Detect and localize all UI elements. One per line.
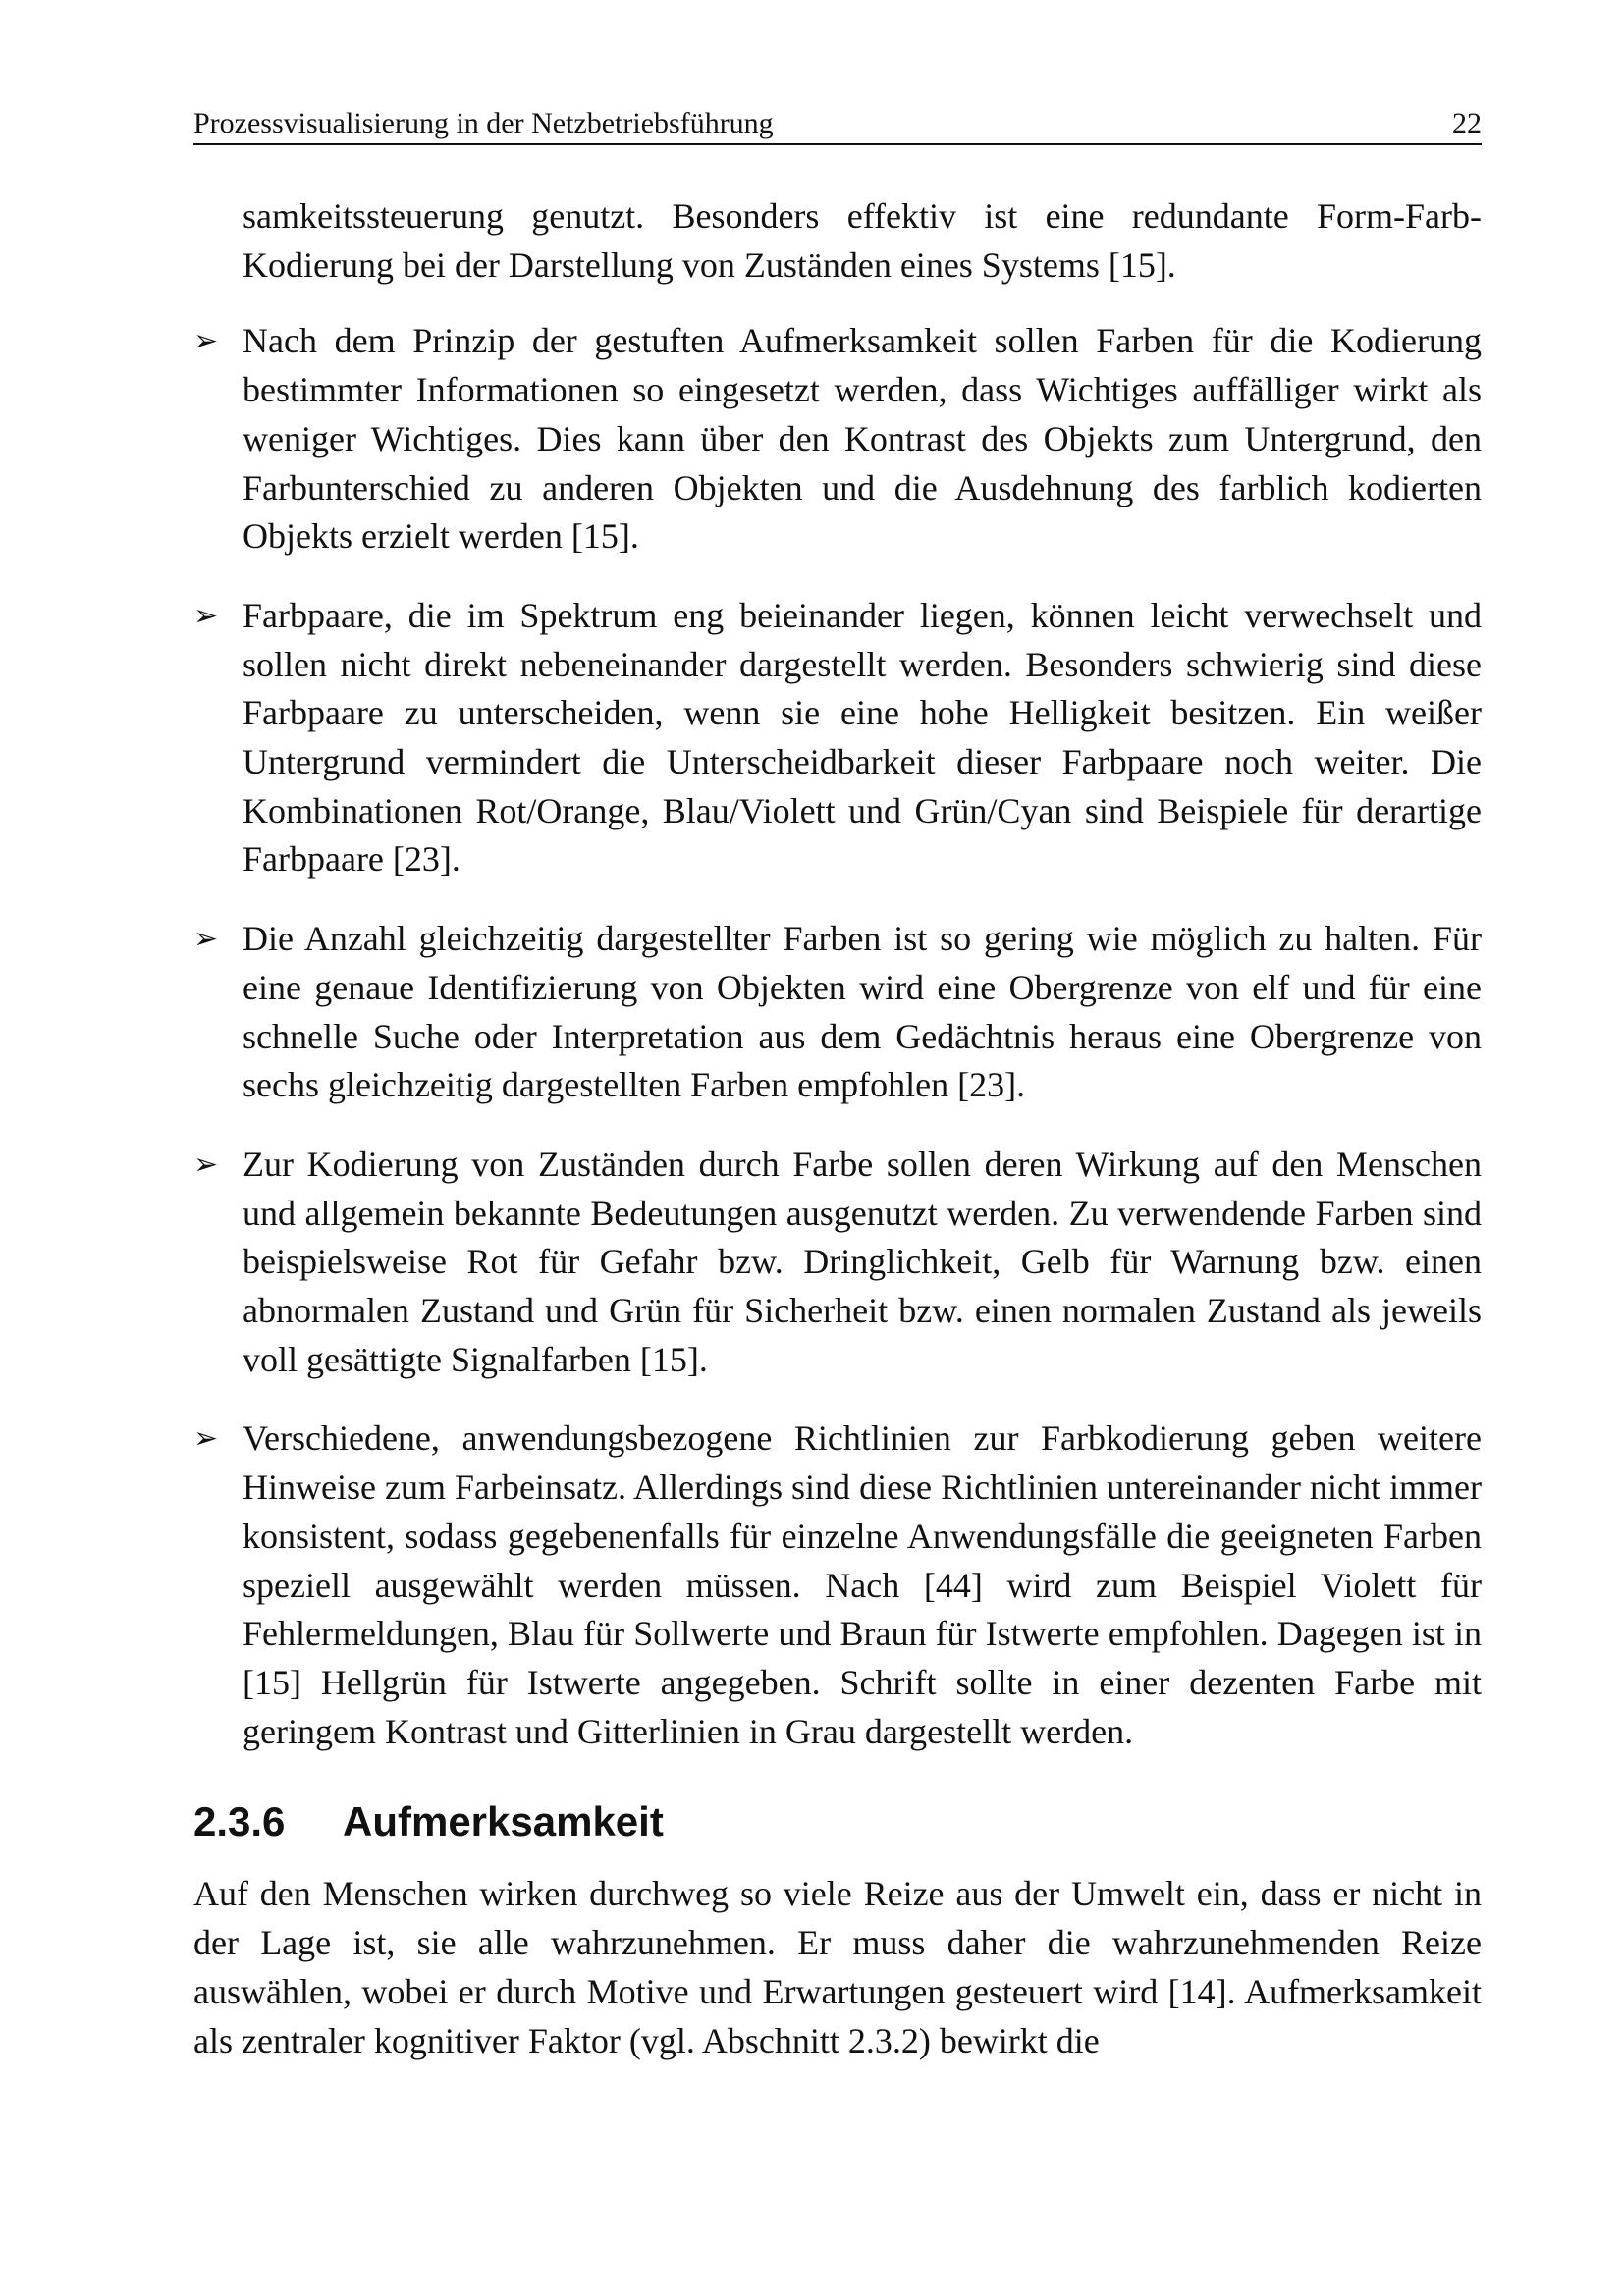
bullet-text: Die Anzahl gleichzeitig dargestellter Farben ist so gering wie möglich zu halten. Für eine genaue Identifizierung von Objekten wird eine Obergrenze von elf und für eine schnelle Suche oder Interpretation aus dem Gedächtnis heraus eine Obergrenze von sechs gleichzeitig dargestellten Farben empfohlen [23]. xyxy=(243,919,1482,1105)
bullet-item xyxy=(193,592,1482,884)
bullet-text: Nach dem Prinzip der gestuften Aufmerksamkeit sollen Farben für die Kodierung bestimmter Informationen so eingesetzt werden, dass Wichtiges auffälliger wirkt als weniger Wichtiges. Dies kann über den Kontrast des Objekts zum Untergrund, den Farbunterschied zu anderen Objekten und die Ausdehnung des farblich kodierten Objekts erzielt werden [15]. xyxy=(243,321,1482,557)
page-number: 22 xyxy=(1452,107,1482,139)
arrow-bullet-icon: ➢ xyxy=(193,922,219,957)
arrow-bullet-icon: ➢ xyxy=(193,1147,219,1182)
bullet-list xyxy=(193,317,1482,1756)
running-header xyxy=(193,106,1482,145)
arrow-bullet-icon: ➢ xyxy=(193,1421,219,1457)
bullet-text: Zur Kodierung von Zuständen durch Farbe sollen deren Wirkung auf den Menschen und allgemein bekannte Bedeutungen ausgenutzt werden. Zu verwendende Farben sind beispielsweise Rot für Gefahr bzw. Dringlichkeit, Gelb für Warnung bzw. einen abnormalen Zustand und Grün für Sicherheit bzw. einen normalen Zustand als jeweils voll gesättigte Signalfarben [15]. xyxy=(243,1144,1482,1379)
arrow-bullet-icon: ➢ xyxy=(193,324,219,359)
bullet-item xyxy=(193,1141,1482,1385)
section-number: 2.3.6 xyxy=(193,1798,286,1845)
arrow-bullet-icon: ➢ xyxy=(193,598,219,633)
bullet-item xyxy=(193,317,1482,561)
continued-paragraph: samkeitssteuerung genutzt. Besonders effektiv ist eine redundante Form-Farb-Kodierung bei der Darstellung von Zuständen eines Systems [15]. xyxy=(243,196,1482,285)
bullet-text: Verschiedene, anwendungsbezogene Richtlinien zur Farbkodierung geben weitere Hinweise zum Farbeinsatz. Allerdings sind diese Richtlinien untereinander nicht immer konsistent, sodass gegebenenfalls für einzelne Anwendungsfälle die geeigneten Farben speziell ausgewählt werden müssen. Nach [44] wird zum Beispiel Violett für Fehlermeldungen, Blau für Sollwerte und Braun für Istwerte empfohlen. Dagegen ist in [15] Hellgrün für Istwerte angegeben. Schrift sollte in einer dezenten Farbe mit geringem Kontrast und Gitterlinien in Grau dargestellt werden. xyxy=(243,1418,1482,1751)
header-title: Prozessvisualisierung in der Netzbetriebsführung xyxy=(193,107,774,139)
bullet-text: Farbpaare, die im Spektrum eng beieinander liegen, können leicht verwechselt und sollen nicht direkt nebeneinander dargestellt werden. Besonders schwierig sind diese Farbpaare zu unterscheiden, wenn sie eine hohe Helligkeit besitzen. Ein weißer Untergrund vermindert die Unterscheidbarkeit dieser Farbpaare noch weiter. Die Kombinationen Rot/Orange, Blau/Violett und Grün/Cyan sind Beispiele für derartige Farbpaare [23]. xyxy=(243,595,1482,880)
section-title: Aufmerksamkeit xyxy=(343,1798,664,1845)
bullet-item xyxy=(193,915,1482,1110)
section-heading xyxy=(193,1795,1482,1848)
section-paragraph: Auf den Menschen wirken durchweg so viele Reize aus der Umwelt ein, dass er nicht in der Lage ist, sie alle wahrzunehmen. Er muss daher die wahrzunehmenden Reize auswählen, wobei er durch Motive und Erwartungen gesteuert wird [14]. Aufmerksamkeit als zentraler kognitiver Faktor (vgl. Abschnitt 2.3.2) bewirkt die xyxy=(193,1874,1482,2060)
bullet-item xyxy=(193,1415,1482,1756)
page-content xyxy=(193,192,1482,2065)
